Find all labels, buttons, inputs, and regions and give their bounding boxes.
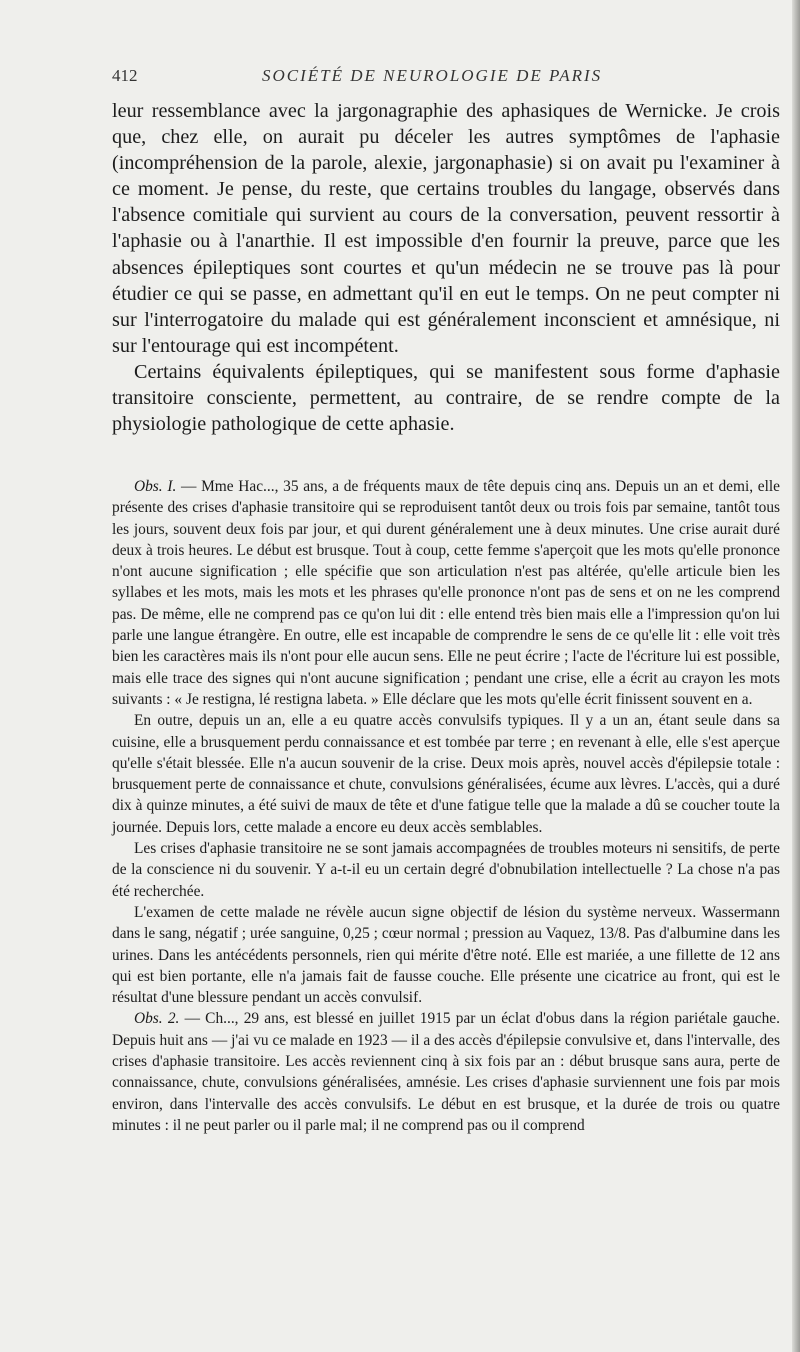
observation-label: Obs. I. xyxy=(134,478,177,495)
paragraph: Les crises d'aphasie transitoire ne se sont jamais accompagnées de troubles moteurs ni sensitifs, de perte de la conscience ni du souvenir. Y a-t-il eu un certain degré d'obnubilation intellectuelle ? La chose n'a pas été recherchée. xyxy=(112,840,780,900)
observation-1-paragraph xyxy=(112,476,780,710)
paragraph: L'examen de cette malade ne révèle aucun signe objectif de lésion du système nerveux. Wassermann dans le sang, négatif ; urée sanguine, 0,25 ; cœur normal ; pression au Vaquez, 13/8. Pas d'albumine dans les urines. Dans les antécédents personnels, rien qui mérite d'être noté. Elle est mariée, a une fillette de 12 ans qui est bien portante, elle n'a jamais fait de fausse couche. Elle présente une cicatrice au front, qui est le résultat d'une blessure pendant un accès convulsif. xyxy=(112,903,780,1007)
main-text xyxy=(112,98,780,437)
paragraph: Certains équivalents épileptiques, qui se manifestent sous forme d'aphasie transitoire consciente, permettent, au contraire, de se rendre compte de la physiologie pathologique de cette aphasie. xyxy=(112,360,780,436)
observation-text: — Mme Hac..., 35 ans, a de fréquents maux de tête depuis cinq ans. Depuis un an et demi, elle présente des crises d'aphasie transitoire qui se reproduisent tantôt deux ou trois fois par semaine, tantôt tous les jours, souvent deux fois par jour, et qui durent généralement une à deux minutes. Une crise aurait duré deux à trois heures. Le début est brusque. Tout à coup, cette femme s'aperçoit que les mots qu'elle prononce n'ont aucune signification ; elle spécifie que son articulation n'est pas altérée, qu'elle articule bien les syllabes et les mots, mais les mots et les phrases qu'elle prononce n'ont pas de sens et on ne les comprend pas. De même, elle ne comprend pas ce qu'on lui dit : elle entend très bien mais elle a l'impression qu'on lui parle une langue étrangère. En outre, elle est incapable de comprendre le sens de ce qu'elle lit : elle voit très bien les caractères mais ils n'ont pour elle aucun sens. Elle ne peut écrire ; l'acte de l'écriture lui est possible, mais elle trace des signes qui n'ont aucune signification ; pendant une crise, elle a écrit au crayon les mots suivants : « Je restigna, lé restigna labeta. » Elle déclare que les mots qu'elle écrit finissent souvent en a. xyxy=(112,478,780,708)
observation-label: Obs. 2. xyxy=(134,1010,180,1028)
observations xyxy=(112,476,780,1136)
page-edge xyxy=(792,0,800,1352)
running-title: SOCIÉTÉ DE NEUROLOGIE DE PARIS xyxy=(262,66,603,85)
paragraph: En outre, depuis un an, elle a eu quatre accès convulsifs typiques. Il y a un an, étant seule dans sa cuisine, elle a brusquement perdu connaissance et est tombée par terre ; en revenant à elle, elle s'est aperçue qu'elle s'était blessée. Elle n'a aucun souvenir de la crise. Deux mois après, nouvel accès d'épilepsie totale : brusquement perte de connaissance et chute, convulsions généralisées, écume aux lèvres. L'accès, qui a duré dix à quinze minutes, a été suivi de maux de tête et d'une fatigue telle que la malade a dû se coucher toute la journée. Depuis lors, cette malade a encore eu deux accès semblables. xyxy=(112,712,780,836)
paragraph: leur ressemblance avec la jargonagraphie des aphasiques de Wernicke. Je crois que, chez elle, on aurait pu déceler les autres symptômes de l'aphasie (incompréhension de la parole, alexie, jargonaphasie) si on avait pu l'examiner à ce moment. Je pense, du reste, que certains troubles du langage, observés dans l'absence comitiale qui survient au cours de la conversation, peuvent ressortir à l'aphasie ou à l'anarthie. Il est impossible d'en fournir la preuve, parce que les absences épileptiques sont courtes et qu'un médecin ne se trouve pas là pour étudier ce qui se passe, en admettant qu'il en eut le temps. On ne peut compter ni sur l'interrogatoire du malade qui est généralement inconscient et amnésique, ni sur l'entourage qui est incompétent. xyxy=(112,100,780,357)
page-number: 412 xyxy=(112,66,138,85)
observation-text: — Ch..., 29 ans, est blessé en juillet 1915 par un éclat d'obus dans la région pariétale gauche. Depuis huit ans — j'ai vu ce malade en 1923 — il a des accès d'épilepsie convulsive et, dans l'intervalle, des crises d'aphasie transitoire. Les accès reviennent cinq à six fois par an : début brusque sans aura, perte de connaissance, chute, convulsions généralisées, amnésie. Les crises d'aphasie surviennent une fois par mois environ, dans l'intervalle des accès convulsifs. Le début en est brusque, et la durée de trois ou quatre minutes : il ne peut parler ou il parle mal; il ne comprend pas ou il comprend xyxy=(112,1010,780,1134)
page-header xyxy=(112,66,774,96)
observation-2-paragraph xyxy=(112,1008,780,1136)
